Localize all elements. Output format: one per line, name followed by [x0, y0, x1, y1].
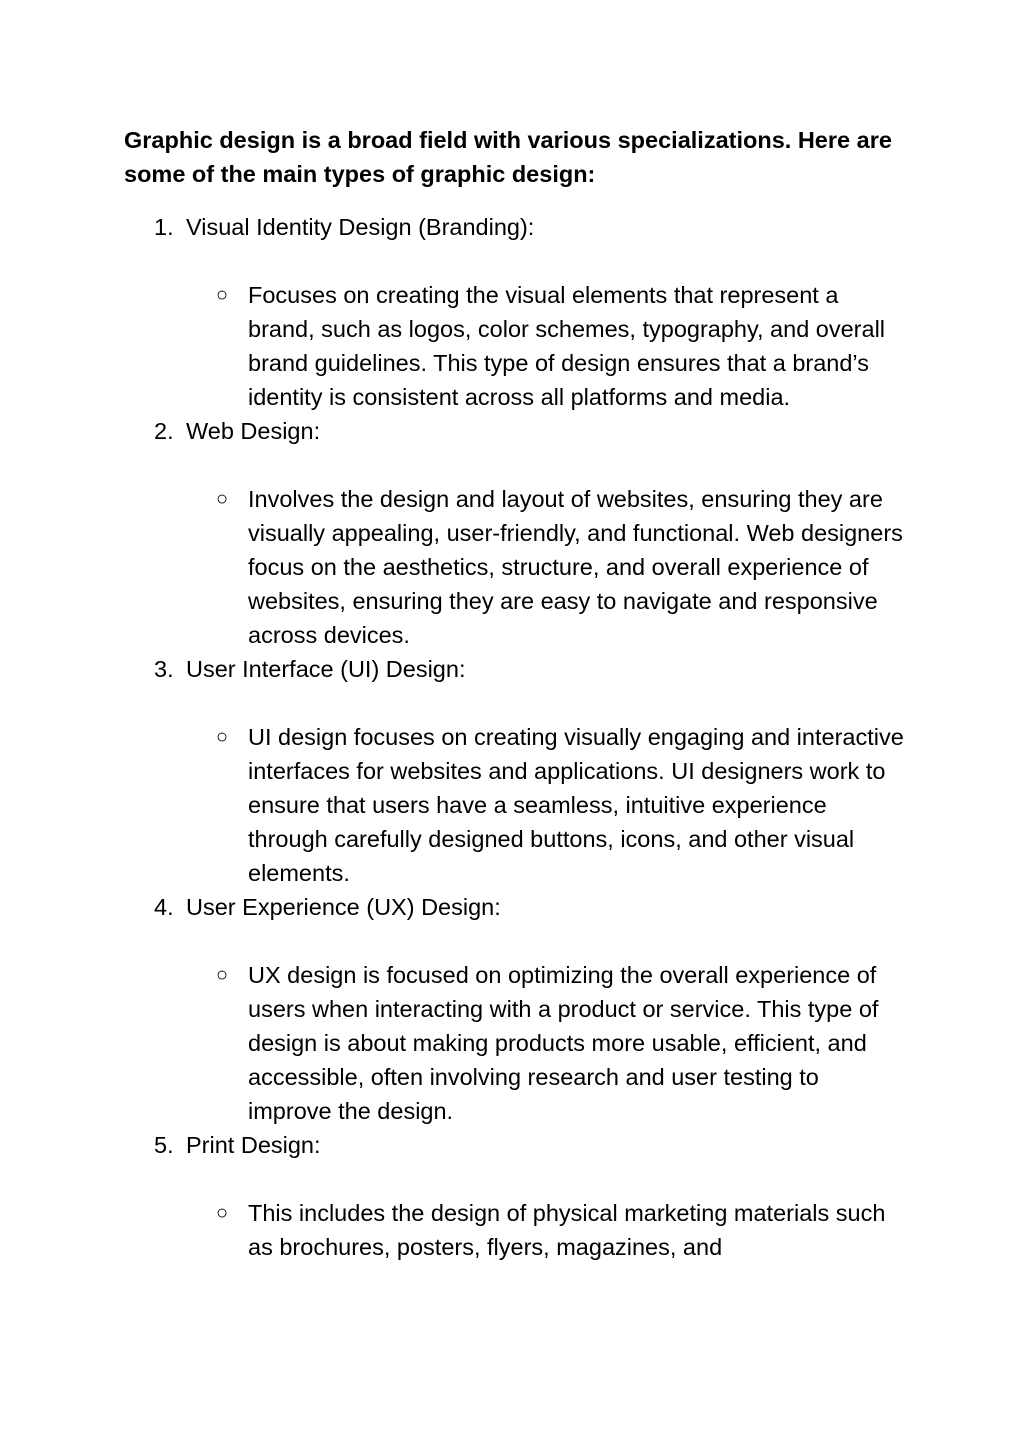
list-item-number: 1. — [154, 214, 174, 240]
list-item — [0, 652, 1024, 890]
hollow-circle-bullet-icon: ○ — [216, 284, 229, 306]
sub-list-item — [0, 482, 1024, 652]
sub-list-item-text: Involves the design and layout of websites, ensuring they are visually appealing, user-friendly, and functional. Web designers focus on the aesthetics, structure, and overall experience of websites, ensuring they are easy to navigate and responsive across devices. — [248, 486, 903, 648]
list-item-title: Visual Identity Design (Branding): — [186, 214, 535, 240]
hollow-circle-bullet-icon: ○ — [216, 964, 229, 986]
sub-list — [0, 278, 1024, 414]
sub-list-item-text: UX design is focused on optimizing the overall experience of users when interacting with a product or service. This type of design is about making products more usable, efficient, and accessible, often involving research and user testing to improve the design. — [248, 962, 879, 1124]
list-item-number: 2. — [154, 418, 174, 444]
list-item — [0, 890, 1024, 1128]
list-item-title: User Interface (UI) Design: — [186, 656, 466, 682]
list-item-title: Print Design: — [186, 1132, 321, 1158]
sub-list-item — [0, 278, 1024, 414]
sub-list — [0, 958, 1024, 1128]
list-item-heading — [0, 414, 1024, 448]
sub-list-item-text: UI design focuses on creating visually engaging and interactive interfaces for websites and applications. UI designers work to ensure that users have a seamless, intuitive experience through carefully designed buttons, icons, and other visual elements. — [248, 724, 904, 886]
sub-list-item — [0, 720, 1024, 890]
list-item-title: Web Design: — [186, 418, 321, 444]
list-item-heading — [0, 890, 1024, 924]
hollow-circle-bullet-icon: ○ — [216, 488, 229, 510]
sub-list-item-text: This includes the design of physical marketing materials such as brochures, posters, flyers, magazines, and — [248, 1200, 886, 1260]
list-item-title: User Experience (UX) Design: — [186, 894, 501, 920]
design-types-list — [0, 210, 1024, 1264]
list-item-heading — [0, 1128, 1024, 1162]
sub-list-item — [0, 1196, 1024, 1264]
list-item-number: 3. — [154, 656, 174, 682]
sub-list — [0, 1196, 1024, 1264]
list-item — [0, 1128, 1024, 1264]
list-item — [0, 414, 1024, 652]
list-item — [0, 210, 1024, 414]
list-item-number: 4. — [154, 894, 174, 920]
sub-list-item — [0, 958, 1024, 1128]
sub-list-item-text: Focuses on creating the visual elements that represent a brand, such as logos, color schemes, typography, and overall brand guidelines. This type of design ensures that a brand’s identity is consistent across all platforms and media. — [248, 282, 886, 410]
list-item-heading — [0, 210, 1024, 244]
sub-list — [0, 720, 1024, 890]
list-item-heading — [0, 652, 1024, 686]
hollow-circle-bullet-icon: ○ — [216, 1202, 229, 1224]
intro-paragraph: Graphic design is a broad field with various specializations. Here are some of the main types of graphic design: — [124, 127, 892, 187]
sub-list — [0, 482, 1024, 652]
hollow-circle-bullet-icon: ○ — [216, 726, 229, 748]
list-item-number: 5. — [154, 1132, 174, 1158]
